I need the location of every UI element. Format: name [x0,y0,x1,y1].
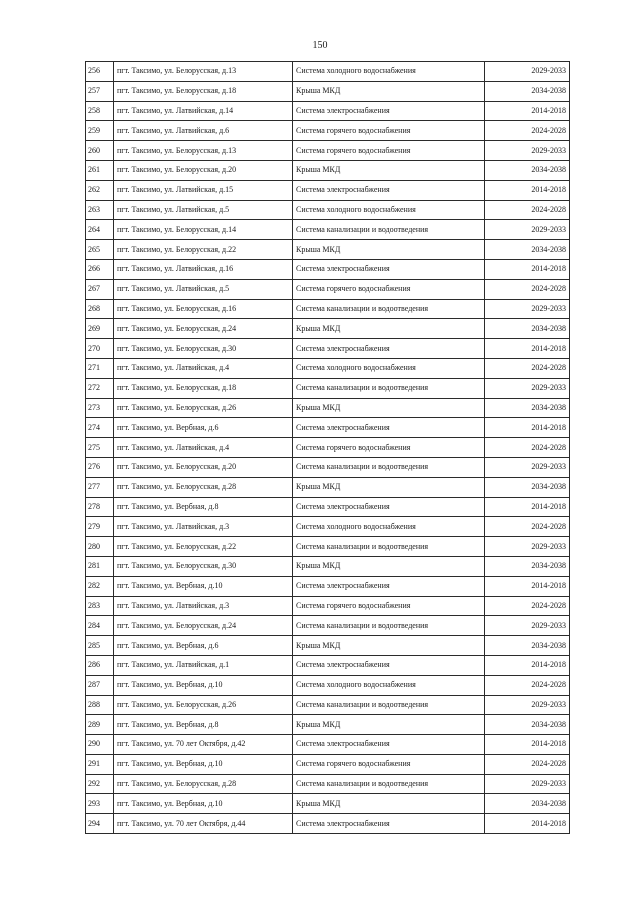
row-address: пгт. Таксимо, ул. Белорусская, д.13 [114,141,293,161]
row-period: 2014-2018 [485,101,570,121]
row-period: 2024-2028 [485,200,570,220]
row-period: 2024-2028 [485,517,570,537]
table-row [86,556,570,576]
row-system: Крыша МКД [293,715,485,735]
row-system: Система канализации и водоотведения [293,616,485,636]
row-number: 275 [86,438,114,458]
row-period: 2014-2018 [485,180,570,200]
row-period: 2029-2033 [485,537,570,557]
row-number: 291 [86,754,114,774]
row-address: пгт. Таксимо, ул. Латвийская, д.14 [114,101,293,121]
row-address: пгт. Таксимо, ул. Белорусская, д.28 [114,477,293,497]
table-row [86,695,570,715]
table-row [86,715,570,735]
row-number: 258 [86,101,114,121]
row-address: пгт. Таксимо, ул. Вербная, д.6 [114,418,293,438]
row-system: Крыша МКД [293,556,485,576]
row-system: Система горячего водоснабжения [293,438,485,458]
row-number: 264 [86,220,114,240]
row-system: Система электроснабжения [293,655,485,675]
row-number: 276 [86,457,114,477]
row-address: пгт. Таксимо, ул. Белорусская, д.20 [114,457,293,477]
row-address: пгт. Таксимо, ул. Латвийская, д.5 [114,279,293,299]
row-period: 2029-2033 [485,220,570,240]
row-address: пгт. Таксимо, ул. Вербная, д.10 [114,576,293,596]
row-address: пгт. Таксимо, ул. Вербная, д.10 [114,794,293,814]
row-number: 290 [86,735,114,755]
row-system: Система электроснабжения [293,735,485,755]
table-row [86,200,570,220]
row-period: 2034-2038 [485,477,570,497]
row-address: пгт. Таксимо, ул. Белорусская, д.22 [114,537,293,557]
row-address: пгт. Таксимо, ул. Латвийская, д.3 [114,596,293,616]
table-row [86,358,570,378]
row-period: 2029-2033 [485,141,570,161]
table-row [86,418,570,438]
row-system: Крыша МКД [293,81,485,101]
table-row [86,616,570,636]
table-body [86,62,570,834]
row-period: 2029-2033 [485,457,570,477]
row-system: Система горячего водоснабжения [293,754,485,774]
row-system: Крыша МКД [293,319,485,339]
row-period: 2014-2018 [485,576,570,596]
row-address: пгт. Таксимо, ул. Белорусская, д.30 [114,556,293,576]
row-number: 282 [86,576,114,596]
table-row [86,240,570,260]
table-row [86,497,570,517]
row-address: пгт. Таксимо, ул. Латвийская, д.15 [114,180,293,200]
row-number: 279 [86,517,114,537]
row-number: 268 [86,299,114,319]
row-system: Система электроснабжения [293,101,485,121]
row-system: Система электроснабжения [293,814,485,834]
row-system: Система электроснабжения [293,497,485,517]
row-system: Крыша МКД [293,636,485,656]
row-address: пгт. Таксимо, ул. Белорусская, д.14 [114,220,293,240]
row-number: 270 [86,339,114,359]
row-system: Система электроснабжения [293,259,485,279]
table-row [86,814,570,834]
row-number: 256 [86,62,114,82]
table-row [86,735,570,755]
row-number: 274 [86,418,114,438]
row-number: 294 [86,814,114,834]
row-system: Крыша МКД [293,398,485,418]
row-system: Система канализации и водоотведения [293,299,485,319]
row-system: Крыша МКД [293,794,485,814]
row-number: 272 [86,378,114,398]
row-address: пгт. Таксимо, ул. Латвийская, д.1 [114,655,293,675]
table-row [86,339,570,359]
row-address: пгт. Таксимо, ул. Белорусская, д.18 [114,81,293,101]
row-system: Система горячего водоснабжения [293,596,485,616]
row-address: пгт. Таксимо, ул. Латвийская, д.3 [114,517,293,537]
table-row [86,576,570,596]
row-system: Система горячего водоснабжения [293,279,485,299]
table-row [86,160,570,180]
row-period: 2014-2018 [485,655,570,675]
table-row [86,754,570,774]
table-row [86,141,570,161]
row-number: 292 [86,774,114,794]
row-number: 273 [86,398,114,418]
row-address: пгт. Таксимо, ул. Латвийская, д.4 [114,358,293,378]
row-address: пгт. Таксимо, ул. Белорусская, д.18 [114,378,293,398]
row-number: 277 [86,477,114,497]
row-address: пгт. Таксимо, ул. Вербная, д.8 [114,497,293,517]
row-period: 2034-2038 [485,81,570,101]
row-address: пгт. Таксимо, ул. 70 лет Октября, д.44 [114,814,293,834]
row-address: пгт. Таксимо, ул. Белорусская, д.28 [114,774,293,794]
table-row [86,220,570,240]
row-number: 262 [86,180,114,200]
row-system: Система горячего водоснабжения [293,141,485,161]
row-number: 281 [86,556,114,576]
row-address: пгт. Таксимо, ул. Вербная, д.8 [114,715,293,735]
row-period: 2029-2033 [485,774,570,794]
row-address: пгт. Таксимо, ул. Белорусская, д.24 [114,319,293,339]
row-number: 257 [86,81,114,101]
row-number: 259 [86,121,114,141]
row-number: 284 [86,616,114,636]
row-system: Система канализации и водоотведения [293,457,485,477]
row-period: 2029-2033 [485,299,570,319]
table-row [86,774,570,794]
table-row [86,537,570,557]
row-number: 261 [86,160,114,180]
row-number: 287 [86,675,114,695]
table-row [86,517,570,537]
row-system: Крыша МКД [293,160,485,180]
row-period: 2014-2018 [485,259,570,279]
row-address: пгт. Таксимо, ул. Белорусская, д.20 [114,160,293,180]
table-row [86,62,570,82]
row-number: 263 [86,200,114,220]
row-system: Система холодного водоснабжения [293,675,485,695]
row-period: 2014-2018 [485,497,570,517]
row-number: 283 [86,596,114,616]
row-period: 2014-2018 [485,418,570,438]
row-number: 293 [86,794,114,814]
row-number: 265 [86,240,114,260]
row-number: 289 [86,715,114,735]
row-address: пгт. Таксимо, ул. Латвийская, д.5 [114,200,293,220]
row-address: пгт. Таксимо, ул. Вербная, д.10 [114,754,293,774]
row-address: пгт. Таксимо, ул. Латвийская, д.4 [114,438,293,458]
row-address: пгт. Таксимо, ул. 70 лет Октября, д.42 [114,735,293,755]
row-period: 2024-2028 [485,358,570,378]
row-period: 2034-2038 [485,160,570,180]
row-period: 2034-2038 [485,398,570,418]
row-system: Система холодного водоснабжения [293,200,485,220]
table-row [86,81,570,101]
table-row [86,794,570,814]
row-system: Система электроснабжения [293,418,485,438]
table-row [86,378,570,398]
table-row [86,398,570,418]
table-row [86,299,570,319]
table-row [86,596,570,616]
row-period: 2024-2028 [485,675,570,695]
row-period: 2014-2018 [485,814,570,834]
row-period: 2034-2038 [485,319,570,339]
row-period: 2034-2038 [485,556,570,576]
row-period: 2024-2028 [485,438,570,458]
row-address: пгт. Таксимо, ул. Латвийская, д.16 [114,259,293,279]
row-address: пгт. Таксимо, ул. Белорусская, д.13 [114,62,293,82]
row-period: 2034-2038 [485,636,570,656]
table-row [86,477,570,497]
row-system: Система электроснабжения [293,180,485,200]
row-system: Система канализации и водоотведения [293,220,485,240]
row-address: пгт. Таксимо, ул. Белорусская, д.24 [114,616,293,636]
row-period: 2034-2038 [485,715,570,735]
row-period: 2029-2033 [485,616,570,636]
row-number: 267 [86,279,114,299]
row-period: 2034-2038 [485,794,570,814]
row-address: пгт. Таксимо, ул. Белорусская, д.26 [114,398,293,418]
row-period: 2024-2028 [485,279,570,299]
row-period: 2024-2028 [485,596,570,616]
row-system: Система холодного водоснабжения [293,517,485,537]
row-system: Система канализации и водоотведения [293,378,485,398]
row-system: Система холодного водоснабжения [293,358,485,378]
row-period: 2034-2038 [485,240,570,260]
row-period: 2014-2018 [485,735,570,755]
row-period: 2024-2028 [485,754,570,774]
row-system: Система канализации и водоотведения [293,537,485,557]
table-row [86,655,570,675]
row-number: 280 [86,537,114,557]
table-row [86,438,570,458]
row-number: 271 [86,358,114,378]
row-address: пгт. Таксимо, ул. Белорусская, д.22 [114,240,293,260]
row-number: 260 [86,141,114,161]
row-number: 288 [86,695,114,715]
row-system: Система холодного водоснабжения [293,62,485,82]
row-system: Система канализации и водоотведения [293,774,485,794]
row-period: 2029-2033 [485,62,570,82]
table-row [86,279,570,299]
repair-schedule-table [85,61,570,834]
row-number: 269 [86,319,114,339]
table-row [86,636,570,656]
row-system: Система канализации и водоотведения [293,695,485,715]
table-row [86,101,570,121]
row-period: 2029-2033 [485,378,570,398]
row-number: 266 [86,259,114,279]
row-address: пгт. Таксимо, ул. Латвийская, д.6 [114,121,293,141]
page-number: 150 [312,40,328,51]
row-system: Крыша МКД [293,477,485,497]
table-row [86,457,570,477]
row-address: пгт. Таксимо, ул. Белорусская, д.26 [114,695,293,715]
table-row [86,675,570,695]
row-system: Крыша МКД [293,240,485,260]
row-address: пгт. Таксимо, ул. Белорусская, д.30 [114,339,293,359]
row-number: 278 [86,497,114,517]
row-system: Система горячего водоснабжения [293,121,485,141]
table-row [86,180,570,200]
table-row [86,121,570,141]
row-period: 2029-2033 [485,695,570,715]
row-number: 286 [86,655,114,675]
row-system: Система электроснабжения [293,576,485,596]
row-address: пгт. Таксимо, ул. Вербная, д.10 [114,675,293,695]
table-row [86,319,570,339]
table-row [86,259,570,279]
row-address: пгт. Таксимо, ул. Вербная, д.6 [114,636,293,656]
row-number: 285 [86,636,114,656]
row-period: 2024-2028 [485,121,570,141]
row-system: Система электроснабжения [293,339,485,359]
row-address: пгт. Таксимо, ул. Белорусская, д.16 [114,299,293,319]
row-period: 2014-2018 [485,339,570,359]
